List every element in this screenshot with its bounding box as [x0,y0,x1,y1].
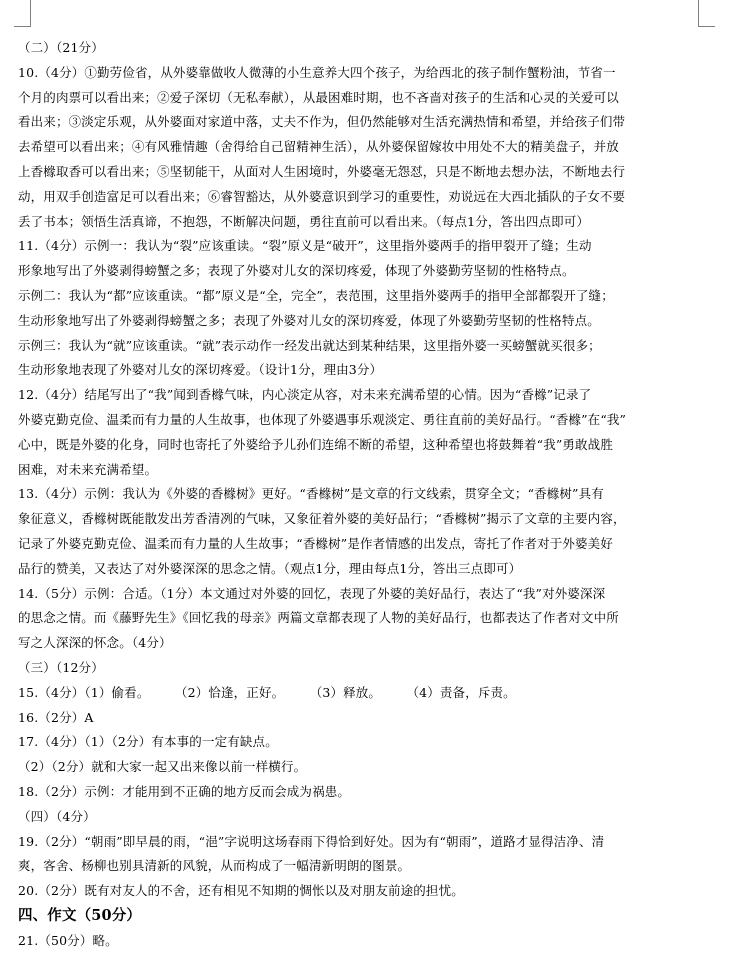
answer-11-line-6: 生动形象地表现了外婆对儿女的深切疼爱。（设计1分，理由3分） [18,362,383,378]
answer-19-line-1: 19.（2分）“朝雨”即早晨的雨，“浥”字说明这场春雨下得恰到好处。因为有“朝雨”，道路才显得洁净、清 [18,833,605,849]
answer-14-line-3: 写之人深深的怀念。（4分） [18,635,172,651]
answer-14-line-2: 的思念之情。而《藤野先生》《回忆我的母亲》两篇文章都表现了人物的美好品行，也都表达了作者对文中所 [18,610,619,626]
answer-12-line-4: 困难，对未来充满希望。 [18,461,158,477]
essay-heading: 四、作文（50分） [18,906,142,924]
answer-11-line-4: 生动形象地写出了外婆剥得螃蟹之多；表现了外婆对儿女的深切疼爱，体现了外婆勤劳坚韧的性格特点。 [18,312,600,328]
answer-20: 20.（2分）既有对友人的不舍，还有相见不知期的惆怅以及对朋友前途的担忧。 [18,883,464,899]
answer-15: 15.（4分）（1）偷看。 （2）恰逢，正好。 （3）释放。 （4）责备，斥责。 [18,684,516,700]
answer-11-line-1: 11.（4分）示例一：我认为“裂”应该重读。“裂”原义是“破开”，这里指外婆两手的指甲裂开了缝；生动 [18,238,592,254]
answer-10-line-2: 个月的肉票可以看出来；②爱子深切（无私奉献），从最困难时期，也不吝啬对孩子的生活和心灵的关爱可以 [18,89,619,105]
answer-19-line-2: 爽，客舍、杨柳也别具清新的风貌，从而构成了一幅清新明朗的图景。 [18,858,411,874]
answer-10-line-6: 动，用双手创造富足可以看出来；⑥睿智豁达，从外婆意识到学习的重要性，劝说远在大西北插队的子女不要 [18,188,626,204]
answer-14-line-1: 14.（5分）示例：合适。（1分）本文通过对外婆的回忆，表现了外婆的美好品行，表达了“我”对外婆深深 [18,585,606,601]
section-heading-3: （三）（12分） [18,659,104,675]
section-heading-4: （四）（4分） [18,808,96,824]
answer-12-line-3: 心中，既是外婆的化身，同时也寄托了外婆给予儿孙们连绵不断的希望，这种希望也将鼓舞着“我”勇敢战胜 [18,436,613,452]
answer-10-line-4: 去希望可以看出来；④有风雅情趣（舍得给自己留精神生活），从外婆保留嫁妆中用处不大的精美盘子，并放 [18,139,619,155]
answer-10-line-1: 10.（4分）①勤劳俭省，从外婆靠做收人微薄的小生意养大四个孩子，为给西北的孩子制作蟹粉油，节省一 [18,64,616,80]
answer-21: 21.（50分）略。 [18,932,118,948]
answer-13-line-1: 13.（4分）示例：我认为《外婆的香橼树》更好。“香橼树”是文章的行文线索，贯穿全文；“香橼树”具有 [18,486,604,502]
page-corner-mark-top-left [14,0,31,27]
answer-document [18,36,726,953]
answer-12-line-1: 12.（4分）结尾写出了“我”闻到香橼气味，内心淡定从容，对未来充满希望的心情。因为“香橼”记录了 [18,387,592,403]
answer-12-line-2: 外婆克勤克俭、温柔而有力量的人生故事，也体现了外婆遇事乐观淡定、勇往直前的美好品行。“香橼”在“我” [18,411,627,427]
section-heading-2: （二）（21分） [18,40,104,55]
answer-18: 18.（2分）示例：才能用到不正确的地方反而会成为祸患。 [18,783,351,799]
answer-17-line-2: （2）（2分）就和大家一起又出来像以前一样横行。 [18,759,307,775]
answer-13-line-2: 象征意义，香橼树既能散发出芳香清冽的气味，又象征着外婆的美好品行；“香橼树”揭示了文章的主要内容， [18,511,626,527]
answer-10-line-7: 丢了书本；领悟生活真谛，不抱怨，不断解决问题，勇往直前可以看出来。（每点1分，答出四点即可） [18,213,590,229]
answer-13-line-4: 品行的赞美，又表达了对外婆深深的思念之情。（观点1分，理由每点1分，答出三点即可） [18,560,522,576]
page-corner-mark-top-right [698,0,715,27]
answer-10-line-5: 上香橼取香可以看出来；⑤坚韧能干，从面对人生困境时，外婆毫无怨怼，只是不断地去想办法，不断地去行 [18,163,626,179]
answer-10-line-3: 看出来；③淡定乐观，从外婆面对家道中落，丈夫不作为，但仍然能够对生活充满热情和希望，并给孩子们带 [18,114,626,130]
answer-11-line-5: 示例三：我认为“就”应该重读。“就”表示动作一经发出就达到某种结果，这里指外婆一买螃蟹就买很多； [18,337,601,353]
answer-11-line-3: 示例二：我认为“都”应该重读。“都”原义是“全，完全”，表范围，这里指外婆两手的指甲全部都裂开了缝； [18,287,614,303]
answer-13-line-3: 记录了外婆克勤克俭、温柔而有力量的人生故事；“香橼树”是作者情感的出发点，寄托了作者对于外婆美好 [18,535,613,551]
answer-16: 16.（2分）A [18,709,94,725]
answer-11-line-2: 形象地写出了外婆剥得螃蟹之多；表现了外婆对儿女的深切疼爱，体现了外婆勤劳坚韧的性格特点。 [18,263,575,279]
answer-17-line-1: 17.（4分）（1）（2分）有本事的一定有缺点。 [18,734,278,750]
